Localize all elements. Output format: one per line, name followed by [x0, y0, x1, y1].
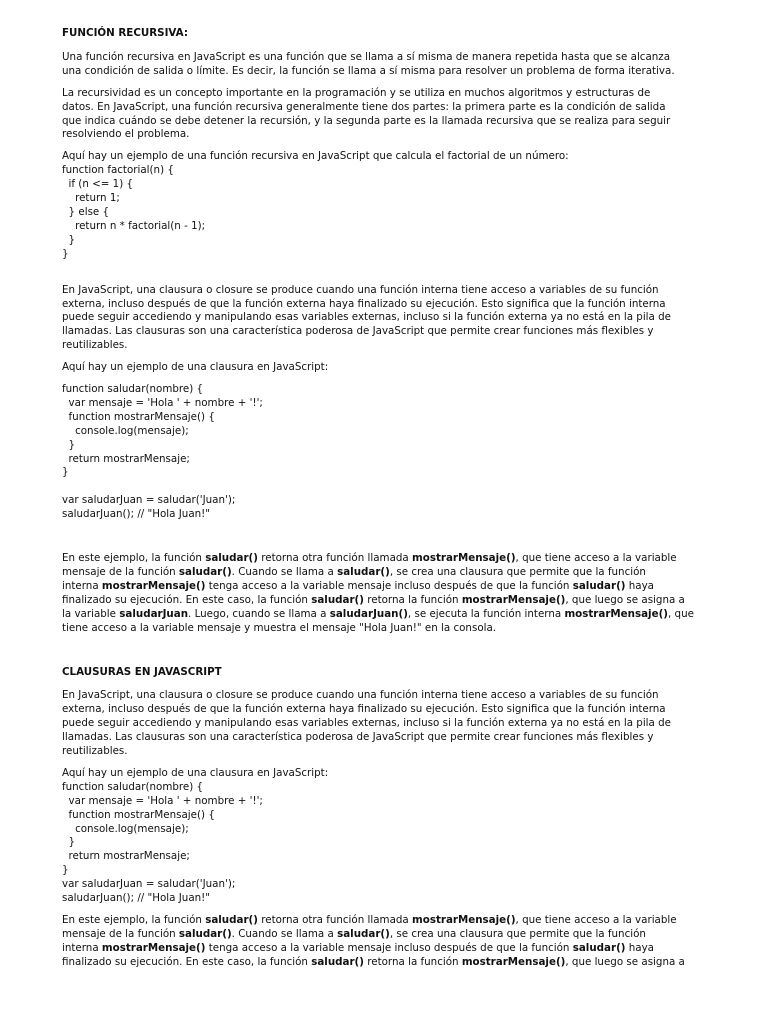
code-line: } [62, 247, 69, 260]
text-line: Aquí hay un ejemplo de una clausura en JavaScript: [62, 361, 329, 374]
code-line: } else { [62, 205, 110, 218]
code-line: console.log(mensaje); [62, 822, 189, 835]
text-line [62, 566, 722, 580]
text-run: , que luego se asigna a [565, 593, 685, 606]
code-line: function saludar(nombre) { [62, 780, 204, 793]
text-run: mensaje de la función [62, 565, 179, 578]
code-reference: mostrarMensaje() [412, 552, 516, 565]
code-line: var mensaje = 'Hola ' + nombre + '!'; [62, 396, 263, 409]
text-line: En JavaScript, una clausura o closure se produce cuando una función interna tiene acceso a variables de su función [62, 283, 659, 296]
code-reference: mostrarMensaje() [101, 941, 206, 954]
code-line: } [62, 233, 76, 246]
code-block-closure [62, 383, 722, 522]
code-reference: mostrarMensaje() [412, 914, 516, 927]
code-line: function factorial(n) { [62, 164, 174, 177]
code-reference: saludar() [337, 565, 390, 578]
paragraph-closure-definition [62, 284, 722, 354]
text-line: puede seguir accediendo y manipulando esas variables externas, incluso si la función externa ya no está en la pila de [62, 717, 671, 730]
code-reference: saludar() [572, 941, 626, 954]
text-line: La recursividad es un concepto importante en la programación y se utiliza en muchos algoritmos y estructuras de [62, 86, 651, 99]
text-run: retorna otra función llamada [257, 552, 413, 565]
code-reference: saludar() [311, 593, 364, 606]
code-block-factorial [62, 150, 722, 261]
code-line: return n * factorial(n - 1); [62, 219, 206, 232]
code-line: console.log(mensaje); [62, 424, 189, 437]
text-line [62, 552, 722, 566]
text-run: . Luego, cuando se llama a [188, 607, 330, 620]
code-line: return mostrarMensaje; [62, 850, 190, 863]
text-run: , que tiene acceso a la variable [515, 914, 677, 927]
code-reference: saludar() [205, 914, 258, 927]
text-line [62, 622, 722, 636]
text-line: reutilizables. [62, 339, 128, 352]
text-line: Una función recursiva en JavaScript es una función que se llama a sí misma de manera repetida hasta que se alcanza [62, 50, 671, 63]
text-run: , que luego se asigna a [565, 955, 685, 968]
code-reference: saludar() [178, 927, 232, 940]
text-run: haya [625, 579, 654, 592]
text-run: , se ejecuta la función interna [407, 607, 565, 620]
code-reference: mostrarMensaje() [564, 607, 668, 620]
text-run: mensaje de la función [62, 927, 179, 940]
code-line: saludarJuan(); // "Hola Juan!" [62, 508, 211, 521]
text-line: una condición de salida o límite. Es decir, la función se llama a sí misma para resolver un problema de forma iterativa. [62, 64, 675, 77]
section-heading-recursive: FUNCIÓN RECURSIVA: [62, 27, 188, 39]
text-line [62, 594, 722, 608]
text-run: finalizado su ejecución. En este caso, la función [62, 593, 312, 606]
example-intro-text: Aquí hay un ejemplo de una función recursiva en JavaScript que calcula el factorial de un número: [62, 150, 569, 163]
text-run: tenga acceso a la variable mensaje incluso después de que la función [205, 941, 573, 954]
code-line [62, 480, 722, 494]
code-line: var mensaje = 'Hola ' + nombre + '!'; [62, 794, 263, 807]
paragraph-recursion-concept [62, 87, 722, 143]
code-line: } [62, 438, 76, 451]
paragraph-closure-explanation [62, 552, 722, 635]
text-line: externa, incluso después de que la función externa haya finalizado su ejecución. Esto significa que la función interna [62, 703, 666, 716]
paragraph-closure-definition-2 [62, 689, 722, 759]
text-line: datos. En JavaScript, una función recursiva generalmente tiene dos partes: la primera parte es la condición de salida [62, 100, 666, 113]
text-line [62, 608, 722, 622]
text-run: , se crea una clausura que permite que la función [389, 927, 646, 940]
code-reference: saludarJuan() [329, 607, 408, 620]
paragraph-closure-explanation-2 [62, 914, 722, 970]
code-reference: saludar() [572, 579, 626, 592]
text-run: En este ejemplo, la función [62, 914, 206, 927]
text-line: llamadas. Las clausuras son una característica poderosa de JavaScript que permite crear funciones más flexibles y [62, 731, 654, 744]
text-line [62, 928, 722, 942]
code-line: function mostrarMensaje() { [62, 808, 215, 821]
code-line: saludarJuan(); // "Hola Juan!" [62, 892, 211, 905]
code-reference: saludar() [205, 552, 258, 565]
text-run: finalizado su ejecución. En este caso, la función [62, 955, 312, 968]
code-line: var saludarJuan = saludar('Juan'); [62, 494, 236, 507]
text-line: En JavaScript, una clausura o closure se produce cuando una función interna tiene acceso a variables de su función [62, 689, 659, 702]
code-line: var saludarJuan = saludar('Juan'); [62, 878, 236, 891]
text-run: retorna otra función llamada [257, 914, 413, 927]
code-line: } [62, 466, 69, 479]
text-line: que indica cuándo se debe detener la recursión, y la segunda parte es la llamada recursiva que se realiza para seguir [62, 114, 671, 127]
example-intro-closure [62, 361, 722, 375]
spacer [62, 644, 722, 666]
spacer [62, 530, 722, 552]
code-line: return 1; [62, 192, 120, 205]
code-reference: saludar() [178, 565, 232, 578]
text-run: tenga acceso a la variable mensaje incluso después de que la función [205, 579, 573, 592]
text-line: resolviendo el problema. [62, 128, 190, 141]
text-line: externa, incluso después de que la función externa haya finalizado su ejecución. Esto significa que la función interna [62, 297, 666, 310]
text-run: , que tiene acceso a la variable [515, 552, 677, 565]
text-line: reutilizables. [62, 745, 128, 758]
text-run: retorna la función [363, 593, 462, 606]
text-run: interna [62, 941, 102, 954]
code-line: return mostrarMensaje; [62, 452, 190, 465]
section-heading-closures: CLAUSURAS EN JAVASCRIPT [62, 665, 222, 678]
document-page [62, 27, 722, 978]
code-line: function mostrarMensaje() { [62, 410, 215, 423]
code-line: function saludar(nombre) { [62, 383, 204, 396]
text-line: puede seguir accediendo y manipulando esas variables externas, incluso si la función externa ya no está en la pila de [62, 311, 671, 324]
text-run: . Cuando se llama a [231, 565, 338, 578]
code-line: if (n <= 1) { [62, 178, 134, 191]
text-run: interna [62, 579, 102, 592]
code-reference: mostrarMensaje() [101, 579, 206, 592]
text-line [62, 914, 722, 928]
text-run: la variable [62, 607, 120, 620]
code-reference: saludarJuan [119, 607, 189, 620]
example-intro-text: Aquí hay un ejemplo de una clausura en JavaScript: [62, 766, 329, 779]
text-run: . Cuando se llama a [231, 927, 338, 940]
text-line [62, 956, 722, 970]
code-reference: saludar() [311, 955, 364, 968]
text-run: En este ejemplo, la función [62, 552, 206, 565]
text-line: llamadas. Las clausuras son una característica poderosa de JavaScript que permite crear funciones más flexibles y [62, 325, 654, 338]
text-run: retorna la función [363, 955, 462, 968]
code-line: } [62, 864, 69, 877]
paragraph-recursive-definition [62, 51, 722, 79]
code-line: } [62, 836, 76, 849]
code-reference: mostrarMensaje() [461, 955, 566, 968]
text-run: , se crea una clausura que permite que la función [389, 565, 646, 578]
code-block-closure-2 [62, 767, 722, 906]
text-run: , que [667, 607, 694, 620]
text-line [62, 580, 722, 594]
code-reference: saludar() [337, 927, 390, 940]
text-run: tiene acceso a la variable mensaje y muestra el mensaje "Hola Juan!" en la consola. [62, 621, 497, 634]
text-run: haya [625, 941, 654, 954]
code-reference: mostrarMensaje() [461, 593, 566, 606]
text-line [62, 942, 722, 956]
spacer [62, 270, 722, 284]
